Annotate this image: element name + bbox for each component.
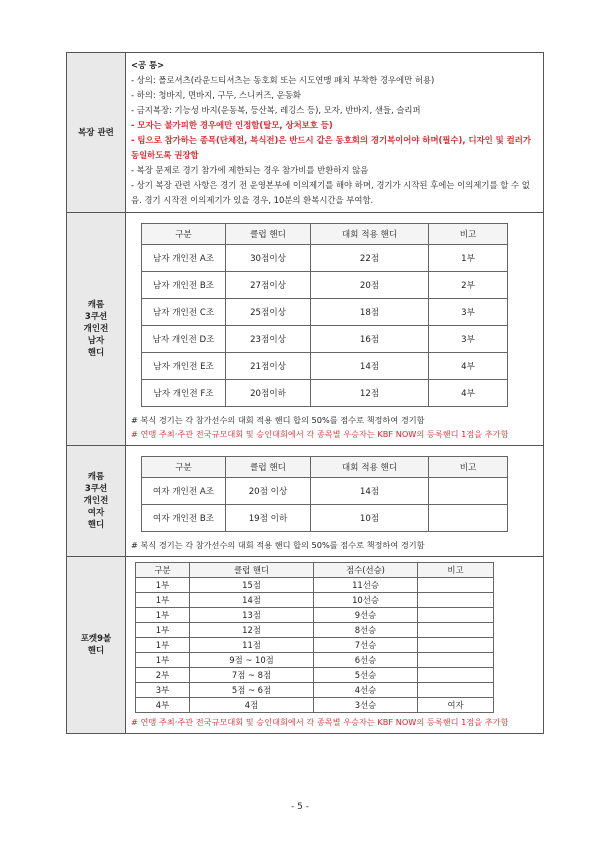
cell <box>418 578 494 593</box>
cell: 3부 <box>429 326 508 353</box>
cell: 1부 <box>136 578 190 593</box>
cell: 3부 <box>429 299 508 326</box>
pocket-label <box>67 557 126 734</box>
cell: 4부 <box>136 698 190 713</box>
col-header: 비고 <box>429 457 508 478</box>
women-label-line: 핸디 <box>87 520 105 530</box>
table-row <box>136 578 494 593</box>
col-header: 구분 <box>142 457 226 478</box>
men-red-note: # 연맹 주최·주관 전국규모대회 및 승인대회에서 각 종목별 우승자는 KBF NOW의 등록핸디 1점을 추가함 <box>131 429 509 439</box>
women-handicap-row <box>67 446 544 557</box>
cell: 1부 <box>136 593 190 608</box>
col-header: 점수(선승) <box>314 563 418 578</box>
cell: 6선승 <box>314 653 418 668</box>
cell: 16점 <box>311 326 429 353</box>
cell: 5점 ~ 6점 <box>190 683 314 698</box>
cell: 20점 <box>311 272 429 299</box>
col-header: 구분 <box>142 224 226 245</box>
cell: 27점이상 <box>226 272 311 299</box>
cell: 남자 개인전 F조 <box>142 380 226 407</box>
pocket-handicap-table <box>135 562 494 713</box>
cell: 4부 <box>429 353 508 380</box>
men-label-line: 핸디 <box>87 348 105 358</box>
women-label-line: 캐롬 <box>87 472 105 482</box>
table-row <box>136 608 494 623</box>
pocket-label-line: 핸디 <box>87 646 105 656</box>
table-row <box>136 683 494 698</box>
men-handicap-row <box>67 213 544 446</box>
table-row <box>136 668 494 683</box>
women-note: # 복식 경기는 각 참가선수의 대회 적용 핸디 합의 50%를 점수로 책정하여 경기함 <box>131 540 425 550</box>
col-header: 대회 적용 핸디 <box>311 224 429 245</box>
cell <box>429 478 508 505</box>
table-row <box>142 478 508 505</box>
men-label-line: 3쿠션 <box>84 312 108 322</box>
cell <box>418 638 494 653</box>
cell: 여자 개인전 B조 <box>142 505 226 532</box>
cell <box>429 505 508 532</box>
cell <box>418 593 494 608</box>
cell: 남자 개인전 B조 <box>142 272 226 299</box>
cell <box>418 653 494 668</box>
cell: 2부 <box>429 272 508 299</box>
dress-line: - 금지복장: 기능성 바지(운동복, 등산복, 레깅스 등), 모자, 반바지, 샌들, 슬리퍼 <box>131 105 421 115</box>
dress-red-line: - 모자는 불가피한 경우에만 인정함(탈모, 상처보호 등) <box>131 120 333 130</box>
dress-label <box>67 53 126 213</box>
cell: 1부 <box>136 608 190 623</box>
cell: 21점이상 <box>226 353 311 380</box>
cell: 12점 <box>190 623 314 638</box>
cell: 23점이상 <box>226 326 311 353</box>
table-row <box>142 245 508 272</box>
cell: 14점 <box>190 593 314 608</box>
cell: 10점 <box>311 505 429 532</box>
cell: 1부 <box>429 245 508 272</box>
women-header-row <box>142 457 508 478</box>
col-header: 구분 <box>136 563 190 578</box>
col-header: 클럽 핸디 <box>226 224 311 245</box>
cell: 1부 <box>136 623 190 638</box>
table-row <box>142 353 508 380</box>
women-content <box>126 446 544 557</box>
cell: 남자 개인전 D조 <box>142 326 226 353</box>
men-content <box>126 213 544 446</box>
cell: 남자 개인전 A조 <box>142 245 226 272</box>
cell: 4부 <box>429 380 508 407</box>
cell: 여자 <box>418 698 494 713</box>
cell: 14점 <box>311 478 429 505</box>
table-row <box>142 272 508 299</box>
col-header: 비고 <box>429 224 508 245</box>
col-header: 클럽 핸디 <box>190 563 314 578</box>
cell: 25점이상 <box>226 299 311 326</box>
cell: 여자 개인전 A조 <box>142 478 226 505</box>
cell: 3선승 <box>314 698 418 713</box>
women-label <box>67 446 126 557</box>
cell <box>418 683 494 698</box>
cell <box>418 623 494 638</box>
page-number: - 5 - <box>291 802 309 812</box>
table-row <box>142 505 508 532</box>
cell: 22점 <box>311 245 429 272</box>
women-label-line: 여자 <box>87 508 105 518</box>
cell: 남자 개인전 E조 <box>142 353 226 380</box>
table-row <box>142 326 508 353</box>
dress-row <box>67 53 544 213</box>
cell: 4점 <box>190 698 314 713</box>
men-label-line: 남자 <box>87 336 105 346</box>
table-row <box>136 653 494 668</box>
cell: 4선승 <box>314 683 418 698</box>
women-label-line: 3쿠션 <box>84 484 108 494</box>
table-row <box>136 638 494 653</box>
dress-red-line: - 팀으로 참가하는 종목(단체전, 복식전)은 반드시 같은 동호회의 경기복이어야 하며(필수), 디자인 및 컬러가 동일하도록 권장함 <box>131 135 531 160</box>
cell <box>418 608 494 623</box>
col-header: 대회 적용 핸디 <box>311 457 429 478</box>
men-note: # 복식 경기는 각 참가선수의 대회 적용 핸디 합의 50%를 점수로 책정하여 경기함 <box>131 415 425 425</box>
cell: 13점 <box>190 608 314 623</box>
men-header-row <box>142 224 508 245</box>
cell: 9점 ~ 10점 <box>190 653 314 668</box>
men-label-line: 캐롬 <box>87 300 105 310</box>
col-header: 클럽 핸디 <box>226 457 311 478</box>
cell: 12점 <box>311 380 429 407</box>
dress-line: - 하의: 청바지, 면바지, 구두, 스니커즈, 운동화 <box>131 90 301 100</box>
table-row <box>142 299 508 326</box>
table-row <box>142 380 508 407</box>
table-row <box>136 698 494 713</box>
cell: 10선승 <box>314 593 418 608</box>
cell: 3부 <box>136 683 190 698</box>
cell: 5선승 <box>314 668 418 683</box>
col-header: 비고 <box>418 563 494 578</box>
pocket-content <box>126 557 544 734</box>
dress-line: - 상기 복장 관련 사항은 경기 전 운영본부에 이의제기를 해야 하며, 경기가 시작된 후에는 이의제기를 할 수 없음. 경기 시작전 이의제기가 있을 경우, 10분의 환복시간을 부여함. <box>131 180 530 205</box>
table-row <box>136 593 494 608</box>
cell: 18점 <box>311 299 429 326</box>
cell: 19점 이하 <box>226 505 311 532</box>
dress-line: - 상의: 폴로셔츠(라운드티셔츠는 동호회 또는 시도연맹 패치 부착한 경우에만 허용) <box>131 75 435 85</box>
pocket-handicap-row <box>67 557 544 734</box>
cell: 1부 <box>136 638 190 653</box>
cell: 7점 ~ 8점 <box>190 668 314 683</box>
cell: 11선승 <box>314 578 418 593</box>
regulation-page <box>66 52 544 734</box>
men-label <box>67 213 126 446</box>
cell: 15점 <box>190 578 314 593</box>
cell: 8선승 <box>314 623 418 638</box>
cell: 1부 <box>136 653 190 668</box>
regulation-table <box>66 52 544 734</box>
cell: 11점 <box>190 638 314 653</box>
table-row <box>136 623 494 638</box>
women-handicap-table <box>141 456 508 532</box>
cell <box>418 668 494 683</box>
dress-label-text: 복장 관련 <box>78 127 114 138</box>
cell: 7선승 <box>314 638 418 653</box>
dress-line: - 복장 문제로 경기 참가에 제한되는 경우 참가비를 반환하지 않음 <box>131 165 369 175</box>
pocket-header-row <box>136 563 494 578</box>
cell: 9선승 <box>314 608 418 623</box>
pocket-red-note: # 연맹 주최·주관 전국규모대회 및 승인대회에서 각 종목별 우승자는 KBF NOW의 등록핸디 1점을 추가함 <box>131 717 509 727</box>
cell: 20점이하 <box>226 380 311 407</box>
cell: 남자 개인전 C조 <box>142 299 226 326</box>
cell: 2부 <box>136 668 190 683</box>
dress-title: <공 통> <box>131 60 165 70</box>
cell: 14점 <box>311 353 429 380</box>
pocket-label-line: 포켓9볼 <box>80 634 112 644</box>
cell: 30점이상 <box>226 245 311 272</box>
men-handicap-table <box>141 223 508 407</box>
dress-content <box>126 53 544 213</box>
men-label-line: 개인전 <box>83 324 109 334</box>
women-label-line: 개인전 <box>83 496 109 506</box>
cell: 20점 이상 <box>226 478 311 505</box>
